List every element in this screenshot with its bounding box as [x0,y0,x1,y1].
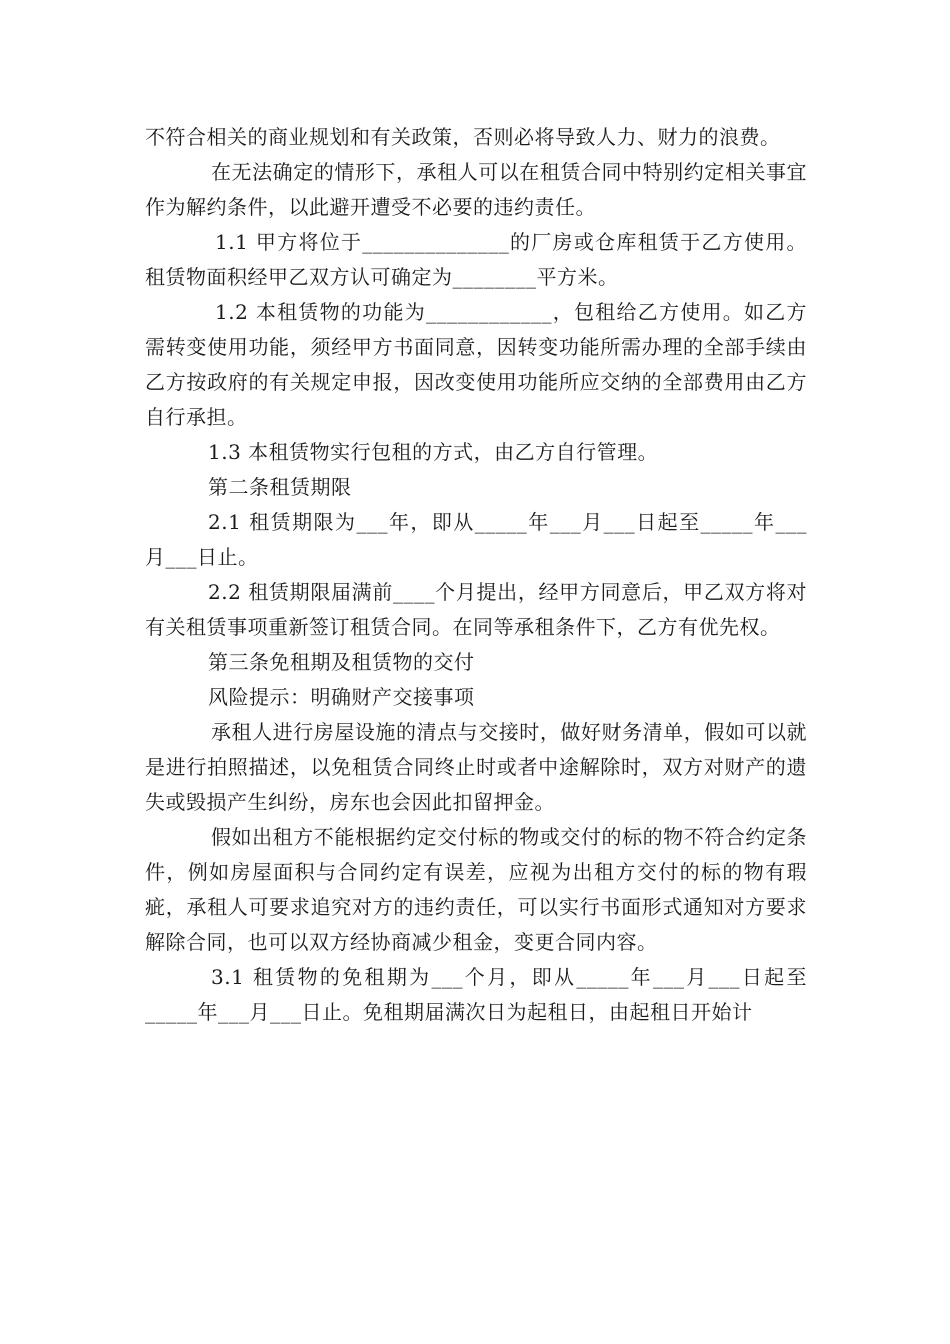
section-heading: 第二条租赁期限 [208,475,352,499]
paragraph: 在无法确定的情形下，承租人可以在租赁合同中特别约定相关事宜作为解约条件，以此避开遭受不必要的违约责任。 [145,160,807,219]
paragraph: 不符合相关的商业规划和有关政策，否则必将导致人力、财力的浪费。 [145,125,781,149]
paragraph: 1.3 本租赁物实行包租的方式，由乙方自行管理。 [208,440,659,464]
paragraph: 假如出租方不能根据约定交付标的物或交付的标的物不符合约定条件，例如房屋面积与合同约定有误差，应视为出租方交付的标的物有瑕疵，承租人可要求追究对方的违约责任，可以实行书面形式通知对方要求解除合同，也可以双方经协商减少租金，变更合同内容。 [145,825,807,954]
paragraph: 承租人进行房屋设施的清点与交接时，做好财务清单，假如可以就是进行拍照描述，以免租赁合同终止时或者中途解除时，双方对财产的遗失或毁损产生纠纷，房东也会因此扣留押金。 [145,720,807,814]
paragraph: 1.1 甲方将位于______________的厂房或仓库租赁于乙方使用。租赁物面积经甲乙双方认可确定为________平方米。 [145,230,807,289]
document-body [145,120,807,1030]
paragraph: 3.1 租赁物的免租期为___个月，即从_____年___月___日起至_____年___月___日止。免租期届满次日为起租日，由起租日开始计 [145,965,807,1024]
paragraph: 2.1 租赁期限为___年，即从_____年___月___日起至_____年___月___日止。 [145,510,807,569]
paragraph: 2.2 租赁期限届满前____个月提出，经甲方同意后，甲乙双方将对有关租赁事项重新签订租赁合同。在同等承租条件下，乙方有优先权。 [145,580,807,639]
section-heading: 第三条免租期及租赁物的交付 [208,650,475,674]
risk-tip: 风险提示：明确财产交接事项 [208,685,475,709]
paragraph: 1.2 本租赁物的功能为____________，包租给乙方使用。如乙方需转变使用功能，须经甲方书面同意，因转变功能所需办理的全部手续由乙方按政府的有关规定申报，因改变使用功能所应交纳的全部费用由乙方自行承担。 [145,300,807,429]
